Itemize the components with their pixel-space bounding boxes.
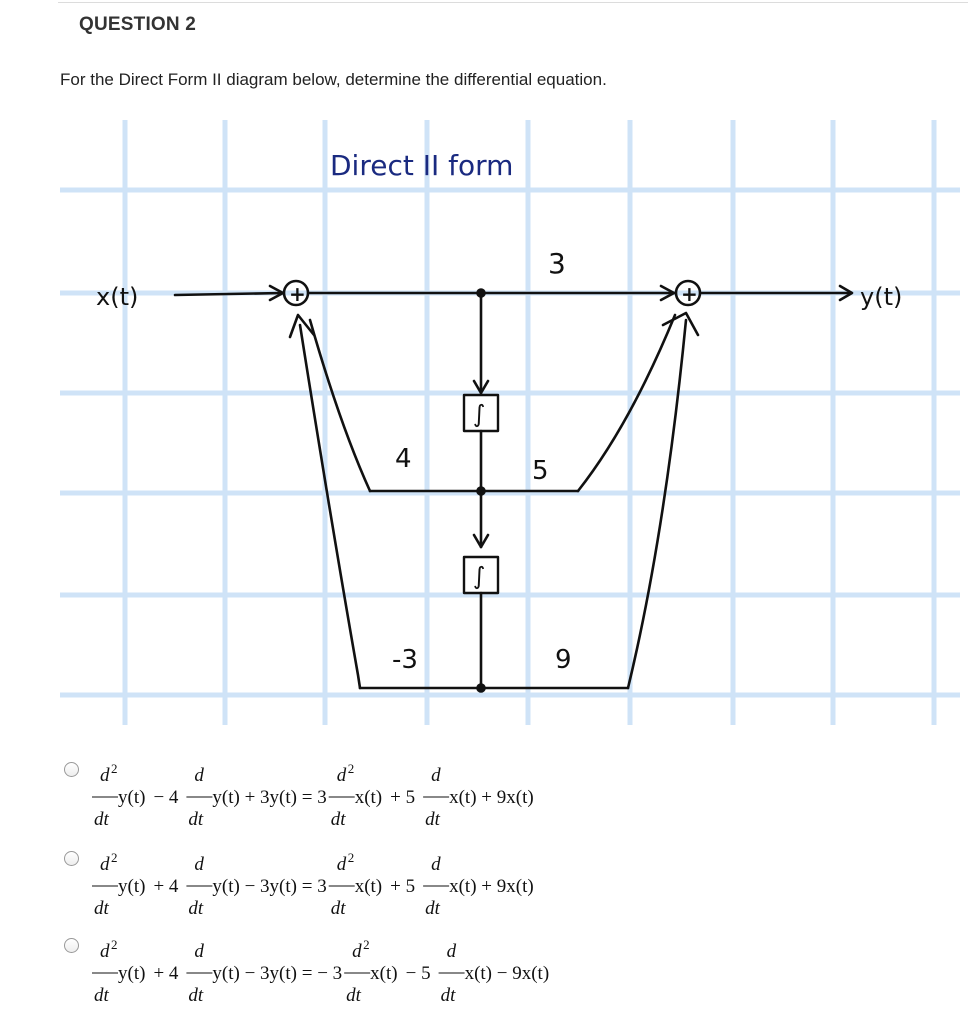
direct-form-ii-diagram bbox=[0, 115, 969, 735]
fraction-numerator: d bbox=[100, 941, 110, 962]
top-divider bbox=[58, 2, 968, 3]
fraction-numerator: d bbox=[431, 765, 441, 786]
fraction-denominator: dt bbox=[440, 985, 456, 1006]
rhs-first-derivative-coefficient: + 5 bbox=[390, 876, 416, 897]
lhs-second-derivative-term: y(t) bbox=[118, 963, 146, 984]
junction-middle bbox=[478, 488, 485, 495]
diagram-title: Direct II form bbox=[330, 149, 514, 182]
fraction-denominator: dt bbox=[94, 898, 109, 919]
fraction-denominator: dt bbox=[346, 985, 361, 1006]
lhs-second-derivative-term: y(t) bbox=[118, 787, 146, 808]
right-adder-symbol: + bbox=[681, 282, 698, 306]
lhs-remaining-terms: y(t) − 3y(t) = 3 bbox=[212, 876, 327, 897]
integrator-symbol-1: ∫ bbox=[473, 400, 486, 428]
rhs-remaining-terms: x(t) + 9x(t) bbox=[449, 787, 534, 808]
radio-button[interactable] bbox=[64, 938, 79, 953]
equation-option-3 bbox=[92, 937, 872, 1018]
grid-paper bbox=[60, 120, 960, 725]
lhs-first-derivative-coefficient: + 4 bbox=[153, 963, 179, 984]
fraction-exponent: 2 bbox=[347, 850, 355, 865]
lhs-first-derivative-coefficient: + 4 bbox=[153, 876, 179, 897]
equation-option-2 bbox=[92, 850, 872, 931]
gain-label-9: 9 bbox=[555, 645, 572, 675]
fraction-exponent: 2 bbox=[363, 937, 370, 952]
fraction-numerator: d bbox=[194, 765, 204, 786]
fraction-numerator: d bbox=[446, 941, 457, 962]
fraction-denominator: dt bbox=[330, 809, 346, 830]
gain-label-3: 3 bbox=[548, 247, 566, 280]
fraction-denominator: dt bbox=[188, 809, 204, 830]
rhs-second-derivative-term: x(t) bbox=[354, 787, 383, 808]
fraction-numerator: d bbox=[336, 854, 347, 875]
feedforward-path-5 bbox=[578, 315, 675, 491]
fraction-denominator: dt bbox=[94, 985, 109, 1006]
feedforward-path-9 bbox=[628, 320, 686, 688]
rhs-remaining-terms: x(t) + 9x(t) bbox=[449, 876, 534, 897]
fraction-exponent: 2 bbox=[111, 761, 118, 776]
lhs-remaining-terms: y(t) − 3y(t) = − 3 bbox=[212, 963, 343, 984]
fraction-denominator: dt bbox=[330, 898, 346, 919]
answer-option-3[interactable] bbox=[64, 938, 964, 1018]
lhs-first-derivative-coefficient: − 4 bbox=[153, 787, 179, 808]
fraction-denominator: dt bbox=[425, 898, 440, 919]
output-label: y(t) bbox=[860, 283, 903, 311]
rhs-second-derivative-term: x(t) bbox=[370, 963, 398, 984]
answer-option-2[interactable] bbox=[64, 851, 964, 931]
question-title: QUESTION 2 bbox=[79, 14, 197, 35]
rhs-first-derivative-coefficient: + 5 bbox=[390, 787, 416, 808]
fraction-numerator: d bbox=[431, 854, 441, 875]
integrator-symbol-2: ∫ bbox=[473, 562, 486, 590]
junction-top bbox=[478, 290, 485, 297]
junction-bottom bbox=[478, 685, 485, 692]
fraction-denominator: dt bbox=[188, 985, 204, 1006]
fraction-numerator: d bbox=[194, 854, 204, 875]
radio-button[interactable] bbox=[64, 851, 79, 866]
fraction-numerator: d bbox=[100, 765, 110, 786]
fraction-numerator: d bbox=[336, 765, 347, 786]
answer-option-1[interactable] bbox=[64, 762, 964, 842]
fraction-denominator: dt bbox=[188, 898, 204, 919]
fraction-exponent: 2 bbox=[347, 761, 355, 776]
rhs-remaining-terms: x(t) − 9x(t) bbox=[464, 963, 550, 984]
lhs-second-derivative-term: y(t) bbox=[118, 876, 146, 897]
fraction-exponent: 2 bbox=[111, 937, 118, 952]
feedback-path-minus3 bbox=[300, 325, 360, 688]
gain-label-minus3: -3 bbox=[392, 645, 418, 675]
rhs-first-derivative-coefficient: − 5 bbox=[405, 963, 431, 984]
fraction-numerator: d bbox=[100, 854, 110, 875]
radio-button[interactable] bbox=[64, 762, 79, 777]
rhs-second-derivative-term: x(t) bbox=[354, 876, 383, 897]
fraction-numerator: d bbox=[194, 941, 204, 962]
feedback-path-4 bbox=[310, 320, 370, 491]
left-adder-symbol: + bbox=[289, 282, 306, 306]
fraction-denominator: dt bbox=[425, 809, 440, 830]
gain-label-5: 5 bbox=[532, 456, 549, 486]
fraction-numerator: d bbox=[352, 941, 362, 962]
gain-label-4: 4 bbox=[395, 444, 412, 474]
input-label: x(t) bbox=[96, 283, 139, 311]
fraction-denominator: dt bbox=[94, 809, 109, 830]
equation-option-1 bbox=[92, 761, 872, 842]
question-prompt: For the Direct Form II diagram below, determine the differential equation. bbox=[60, 70, 607, 89]
fraction-exponent: 2 bbox=[111, 850, 118, 865]
lhs-remaining-terms: y(t) + 3y(t) = 3 bbox=[212, 787, 327, 808]
